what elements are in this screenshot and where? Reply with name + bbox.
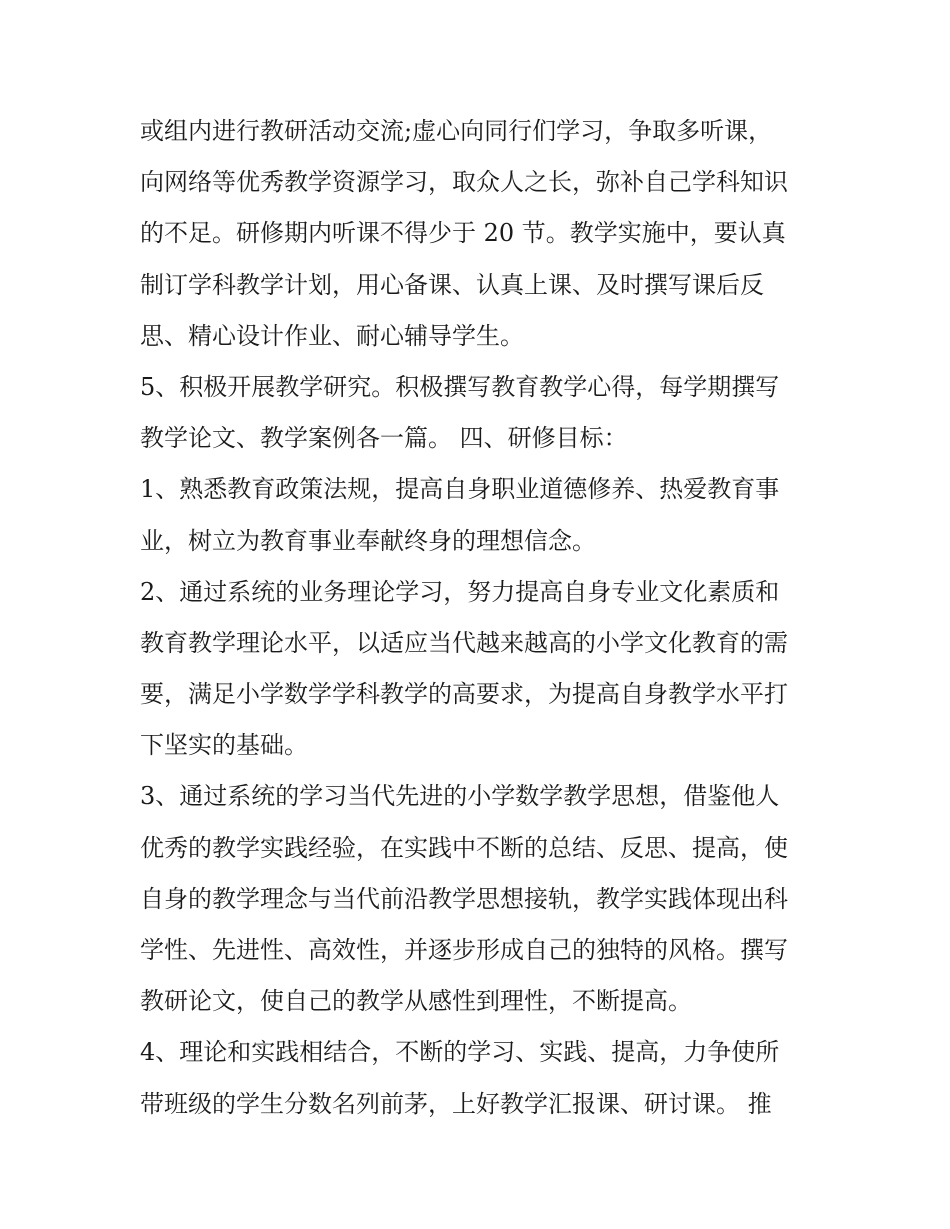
text-line: 5、积极开展教学研究。积极撰写教育教学心得，每学期撰写 <box>140 372 780 401</box>
text-line: 2、通过系统的业务理论学习，努力提高自身专业文化素质和 <box>140 577 780 606</box>
text-line: 自身的教学理念与当代前沿教学思想接轨，教学实践体现出科 <box>140 884 788 913</box>
text-line: 优秀的教学实践经验，在实践中不断的总结、反思、提高，使 <box>140 833 788 862</box>
text-line: 或组内进行教研活动交流;虚心向同行们学习，争取多听课， <box>140 117 773 145</box>
text-line: 制订学科教学计划，用心备课、认真上课、及时撰写课后反 <box>140 270 764 299</box>
text-line: 思、精心设计作业、耐心辅导学生。 <box>140 321 524 350</box>
text-line: 教研论文，使自己的教学从感性到理性，不断提高。 <box>140 987 692 1016</box>
text-line: 业，树立为教育事业奉献终身的理想信念。 <box>140 526 596 555</box>
text-line: 要，满足小学数学学科教学的高要求，为提高自身教学水平打 <box>140 680 788 709</box>
text-line: 向网络等优秀教学资源学习，取众人之长，弥补自己学科知识 <box>140 168 788 197</box>
text-line: 带班级的学生分数名列前茅，上好教学汇报课、研讨课。 推 <box>140 1089 772 1118</box>
text-line: 教学论文、教学案例各一篇。 四、研修目标： <box>140 424 628 453</box>
text-line: 1、熟悉教育政策法规，提高自身职业道德修养、热爱教育事 <box>140 475 780 504</box>
text-line: 学性、先进性、高效性，并逐步形成自己的独特的风格。撰写 <box>140 936 788 964</box>
document-body <box>140 106 840 1130</box>
text-line: 下坚实的基础。 <box>140 731 308 760</box>
text-line: 4、理论和实践相结合，不断的学习、实践、提高，力争使所 <box>140 1038 780 1067</box>
text-line: 3、通过系统的学习当代先进的小学数学教学思想，借鉴他人 <box>140 782 780 811</box>
text-line: 教育教学理论水平，以适应当代越来越高的小学文化教育的需 <box>140 628 788 657</box>
text-line: 的不足。研修期内听课不得少于 20 节。教学实施中，要认真 <box>140 219 786 248</box>
